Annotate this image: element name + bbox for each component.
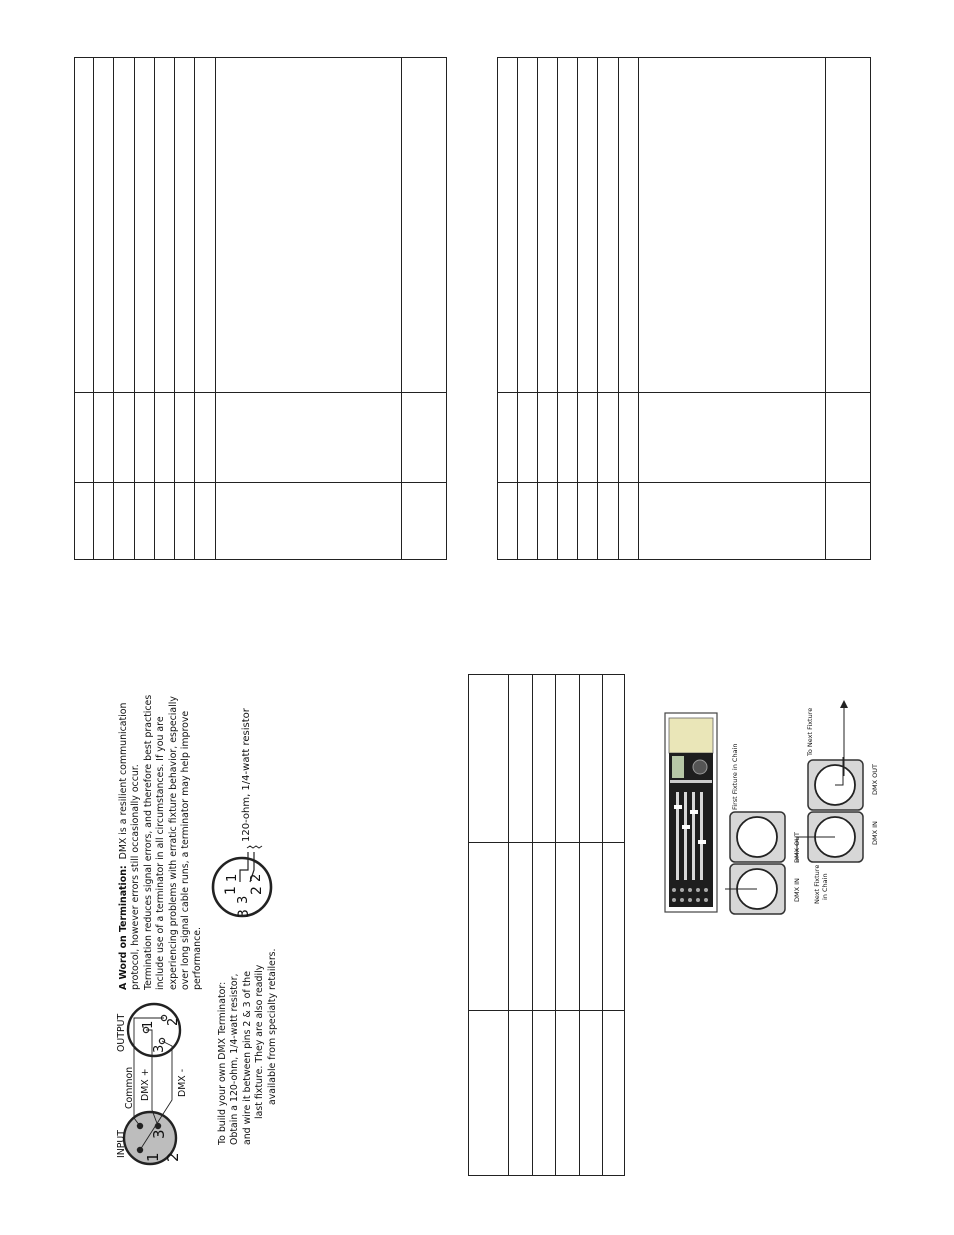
dmx-in-label: DMX IN	[871, 821, 879, 845]
table-column-divider	[537, 57, 538, 560]
table-row-divider	[468, 1010, 625, 1011]
pin-1-label: 1	[144, 1152, 162, 1162]
termination-paragraph	[118, 695, 205, 990]
plug-pin-2-label: 2	[249, 886, 265, 895]
xlr-input-label: INPUT	[116, 1129, 127, 1158]
table-row-divider	[497, 392, 871, 393]
table-column-divider	[401, 57, 402, 560]
termination-line: DMX is a resilient communication	[118, 702, 129, 860]
table-row-divider	[468, 842, 625, 843]
table-column-divider	[215, 57, 216, 560]
table-column-divider	[517, 57, 518, 560]
table-column-divider	[825, 57, 826, 560]
plug-pin-1-label: 1	[223, 886, 239, 895]
dmx-out-label: DMX OUT	[793, 832, 801, 863]
termination-line: protocol, however errors still occasionally occur.	[130, 764, 142, 990]
build-terminator-paragraph	[217, 930, 279, 1145]
table-column-divider	[579, 674, 580, 1176]
dmx-in-label: DMX IN	[793, 878, 801, 902]
termination-line: Termination reduces signal errors, and therefore best practices	[142, 694, 154, 990]
table-column-divider	[577, 57, 578, 560]
table-column-divider	[134, 57, 135, 560]
table-row-divider	[74, 482, 447, 483]
table-column-divider	[602, 674, 603, 1176]
xlr-dmx-minus-label: DMX -	[177, 1068, 188, 1097]
to-next-fixture-arrow-icon	[838, 698, 854, 778]
pin-3-label: 3	[150, 1129, 168, 1139]
plug-pin-1-label: 1	[225, 873, 240, 882]
termination-line: include use of a terminator in all circumstances. If you are	[155, 716, 167, 990]
table-row-divider	[74, 392, 447, 393]
controller-device-image	[662, 710, 720, 915]
table-column-divider	[557, 57, 558, 560]
termination-line: experiencing problems with erratic fixture behavior, especially	[167, 696, 179, 990]
table-row-divider	[497, 482, 871, 483]
table-column-divider	[93, 57, 94, 560]
table-column-divider	[555, 674, 556, 1176]
table-column-divider	[113, 57, 114, 560]
next-fixture-label: Next Fixture	[813, 864, 821, 904]
plug-pin-2-label: 2	[249, 873, 264, 882]
pin-3-label: 3	[152, 1044, 167, 1053]
dmx-out-label: DMX OUT	[871, 764, 879, 795]
terminator-plug-icon	[210, 842, 280, 932]
pin-1-label: 1	[141, 1020, 156, 1029]
build-line: and wire it between pins 2 & 3 of the	[241, 970, 253, 1145]
to-next-fixture-label: To Next Fixture	[806, 707, 814, 756]
pin-2-label: 2	[166, 1017, 181, 1026]
plug-pin-3-label: 3	[236, 895, 251, 904]
table-column-divider	[154, 57, 155, 560]
table-column-divider	[618, 57, 619, 560]
table-column-divider	[174, 57, 175, 560]
build-line: Obtain a 120-ohm, 1/4-watt resistor,	[229, 973, 241, 1145]
table-column-divider	[638, 57, 639, 560]
table-column-divider	[532, 674, 533, 1176]
termination-line: performance.	[192, 926, 204, 990]
plug-pin-3-label: 3	[236, 909, 252, 918]
termination-heading: A Word on Termination:	[118, 865, 129, 990]
table-column-divider	[508, 674, 509, 1176]
resistor-label: 120-ohm, 1/4-watt resistor	[241, 708, 252, 842]
table-column-divider	[597, 57, 598, 560]
xlr-output-label: OUTPUT	[116, 1013, 127, 1052]
xlr-dmx-plus-label: DMX +	[140, 1068, 151, 1101]
table-frame-top-left	[74, 57, 447, 560]
build-line: last fixture. They are also readily	[254, 964, 266, 1119]
termination-line: over long signal cable runs, a terminator may help improve	[180, 710, 192, 990]
xlr-common-label: Common	[124, 1066, 135, 1109]
next-fixture-label: in Chain	[821, 873, 829, 900]
first-fixture-label: First Fixture in Chain	[731, 743, 739, 810]
build-line: available from specialty retailers.	[266, 948, 278, 1105]
table-frame-top-right	[497, 57, 871, 560]
build-line: To build your own DMX Terminator:	[217, 981, 228, 1145]
pin-2-label: 2	[164, 1152, 182, 1162]
table-column-divider	[194, 57, 195, 560]
